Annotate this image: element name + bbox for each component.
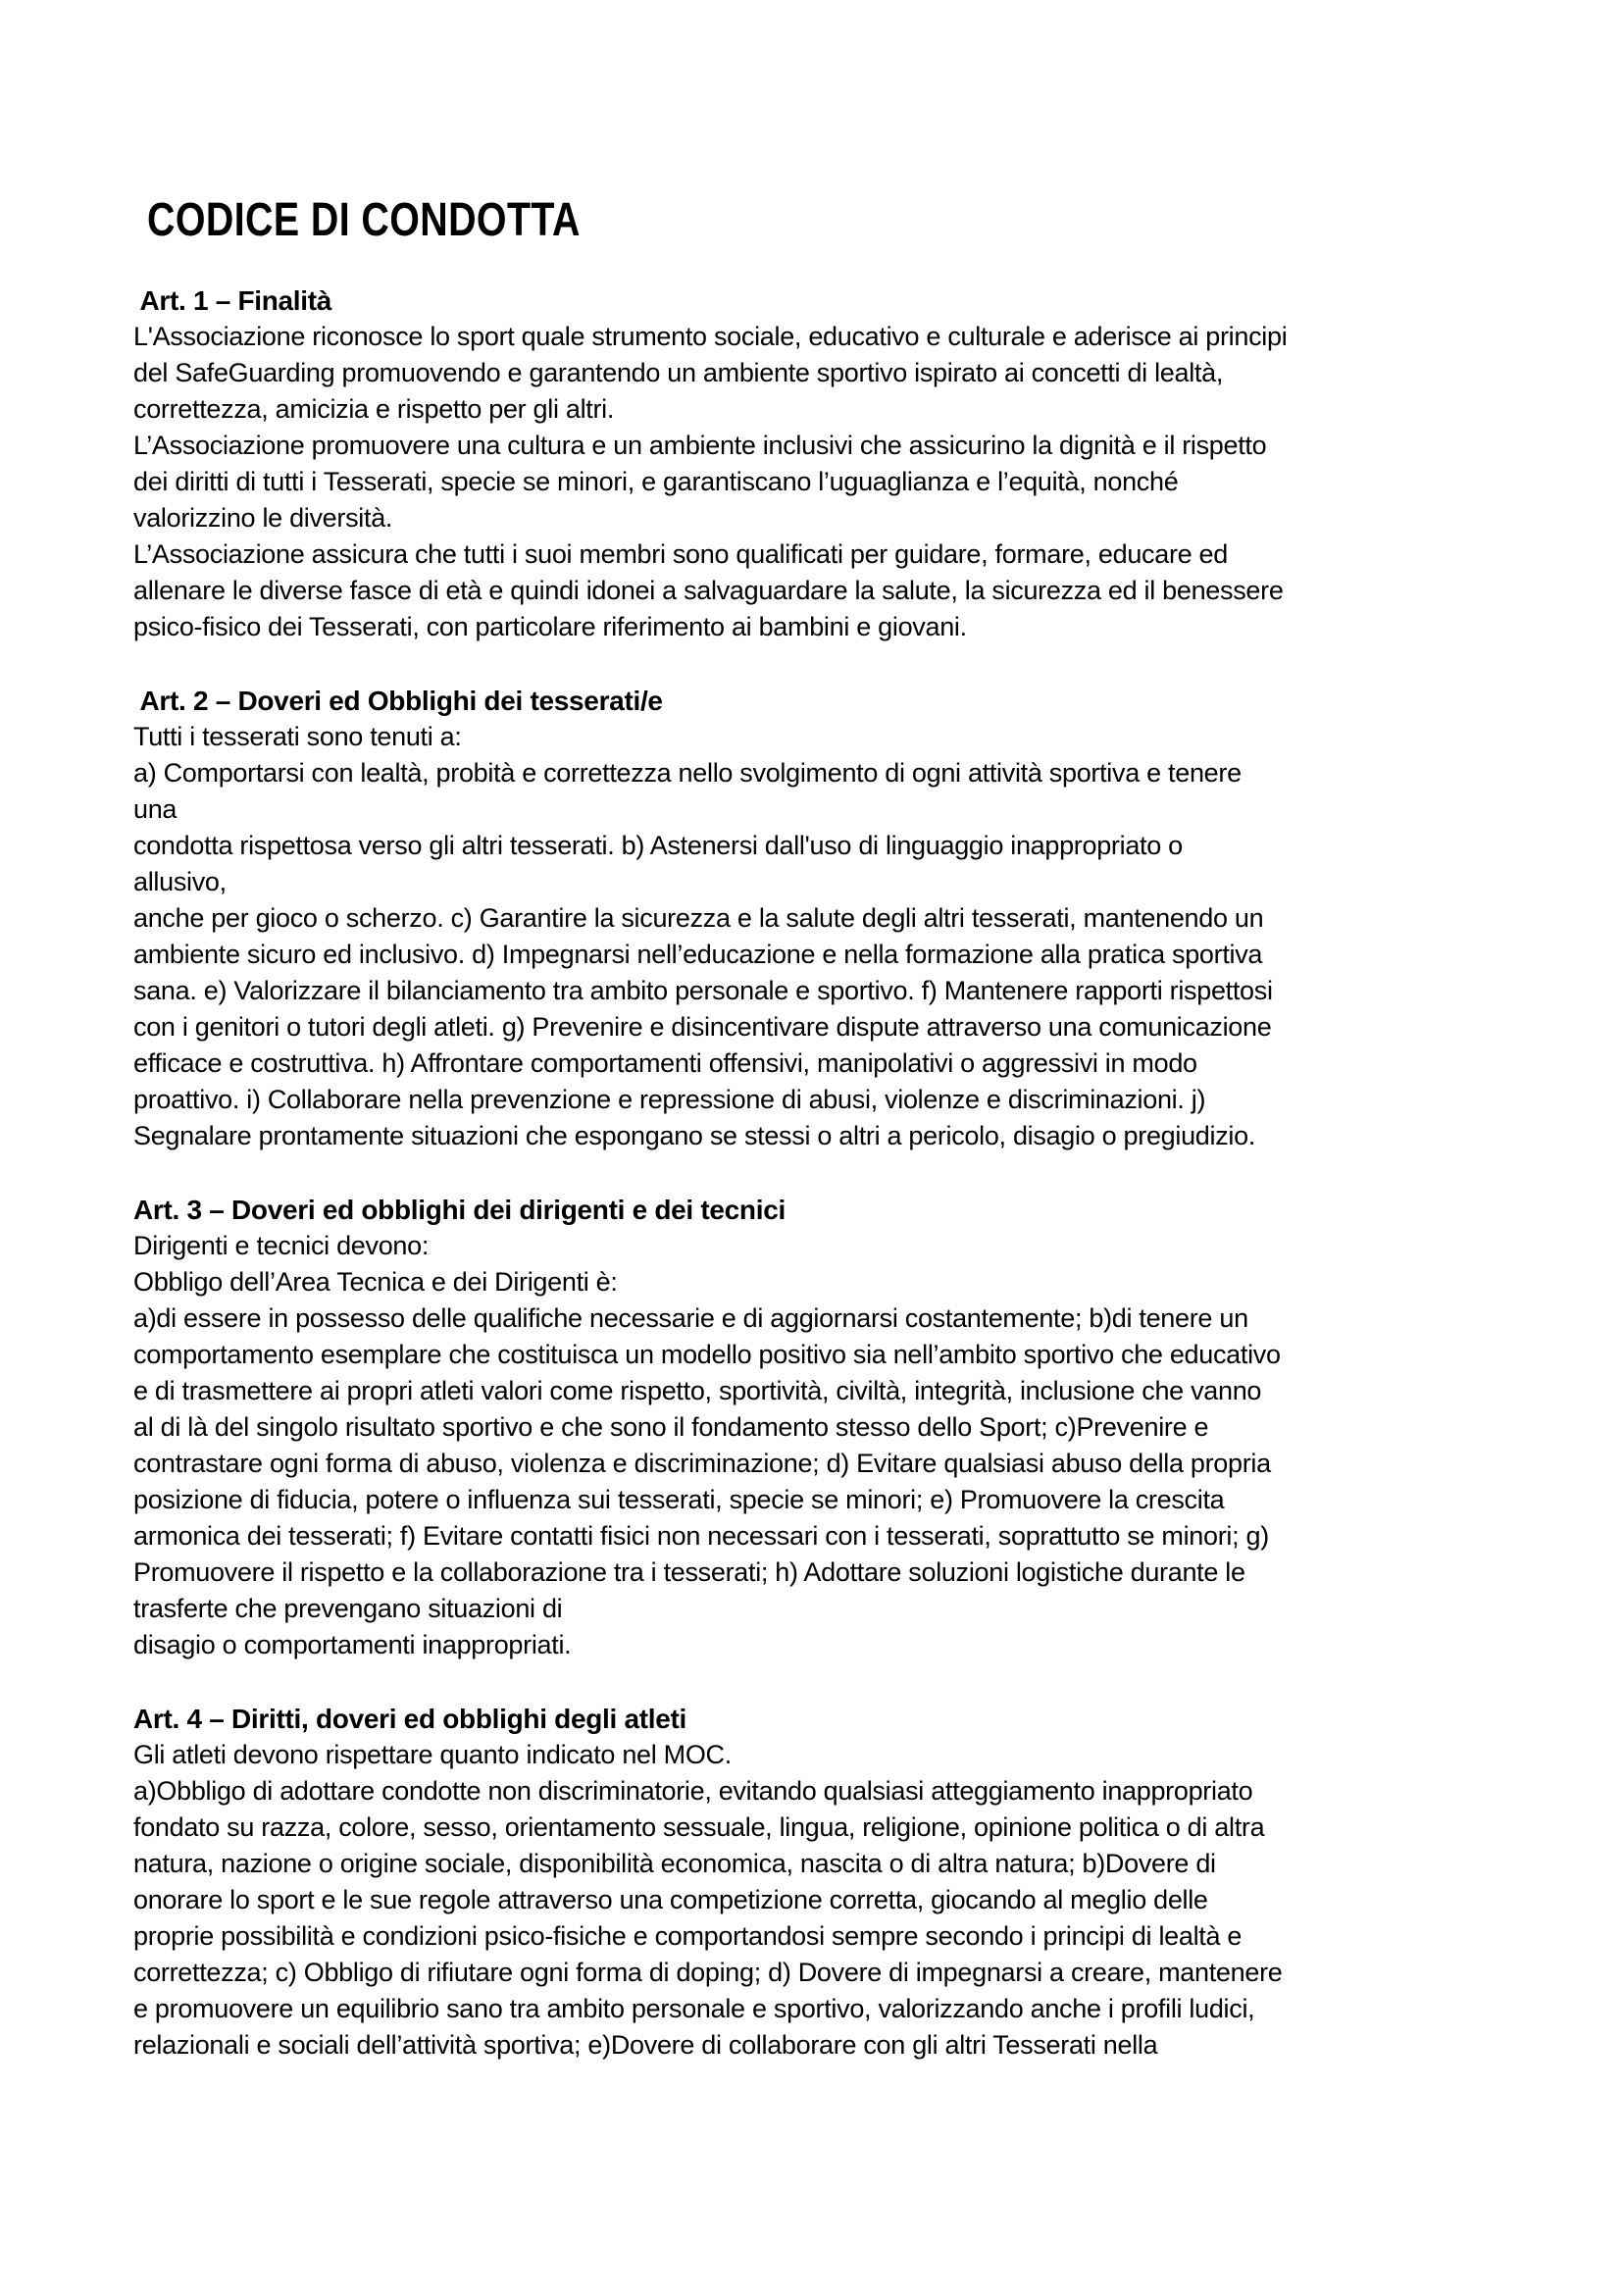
text-line: allenare le diverse fasce di età e quindi idonei a salvaguardare la salute, la sicurezza ed il benessere <box>133 576 1284 605</box>
text-line: a) Comportarsi con lealtà, probità e correttezza nello svolgimento di ogni attività sportiva e tenere <box>133 758 1242 788</box>
text-line: Dirigenti e tecnici devono: <box>133 1231 430 1260</box>
text-line: al di là del singolo risultato sportivo e che sono il fondamento stesso dello Sport; c)Prevenire e <box>133 1412 1209 1442</box>
text-line: Obbligo dell’Area Tecnica e dei Dirigenti è: <box>133 1267 618 1297</box>
text-line: L’Associazione promuovere una cultura e un ambiente inclusivi che assicurino la dignità e il rispetto <box>133 431 1267 460</box>
text-line: fondato su razza, colore, sesso, orientamento sessuale, lingua, religione, opinione politica o di altra <box>133 1812 1265 1842</box>
section-heading: Art. 2 – Doveri ed Obblighi dei tesserati/e <box>133 686 663 716</box>
text-line: dei diritti di tutti i Tesserati, specie se minori, e garantiscano l’uguaglianza e l’equità, nonché <box>133 467 1179 496</box>
text-line: valorizzino le diversità. <box>133 503 393 533</box>
text-line: e di trasmettere ai propri atleti valori come rispetto, sportività, civiltà, integrità, inclusione che vanno <box>133 1376 1262 1405</box>
document-section <box>133 1192 1536 1663</box>
text-line: Tutti i tesserati sono tenuti a: <box>133 722 462 751</box>
text-line: proattivo. i) Collaborare nella prevenzione e repressione di abusi, violenze e discriminazioni. j) <box>133 1085 1206 1114</box>
text-line: relazionali e sociali dell’attività sportiva; e)Dovere di collaborare con gli altri Tesserati nella <box>133 2030 1158 2060</box>
text-line: del SafeGuarding promuovendo e garantendo un ambiente sportivo ispirato ai concetti di lealtà, <box>133 358 1224 387</box>
text-line: correttezza, amicizia e rispetto per gli altri. <box>133 394 615 424</box>
text-line: a)di essere in possesso delle qualifiche necessarie e di aggiornarsi costantemente; b)di tenere un <box>133 1303 1248 1333</box>
text-line: con i genitori o tutori degli atleti. g) Prevenire e disincentivare dispute attraverso una comunicazione <box>133 1012 1272 1042</box>
text-line: allusivo, <box>133 867 227 896</box>
text-line: psico-fisico dei Tesserati, con particolare riferimento ai bambini e giovani. <box>133 612 967 641</box>
text-line: comportamento esemplare che costituisca un modello positivo sia nell’ambito sportivo che educativo <box>133 1340 1281 1369</box>
section-heading: Art. 3 – Doveri ed obblighi dei dirigenti e dei tecnici <box>133 1195 786 1225</box>
text-line: natura, nazione o origine sociale, disponibilità economica, nascita o di altra natura; b)Dovere di <box>133 1849 1216 1878</box>
text-line: contrastare ogni forma di abuso, violenza e discriminazione; d) Evitare qualsiasi abuso della propria <box>133 1449 1271 1478</box>
text-line: Segnalare prontamente situazioni che espongano se stessi o altri a pericolo, disagio o pregiudizio. <box>133 1121 1256 1150</box>
text-line: posizione di fiducia, potere o influenza sui tesserati, specie se minori; e) Promuovere la crescita <box>133 1485 1225 1514</box>
text-line: Gli atleti devono rispettare quanto indicato nel MOC. <box>133 1740 732 1769</box>
section-heading: Art. 4 – Diritti, doveri ed obblighi degli atleti <box>133 1704 687 1734</box>
text-line: sana. e) Valorizzare il bilanciamento tra ambito personale e sportivo. f) Mantenere rapporti rispettosi <box>133 976 1273 1005</box>
text-line: e promuovere un equilibrio sano tra ambito personale e sportivo, valorizzando anche i profili ludici, <box>133 1994 1255 2023</box>
text-line: a)Obbligo di adottare condotte non discriminatorie, evitando qualsiasi atteggiamento inappropriato <box>133 1776 1253 1806</box>
document-section <box>133 1701 1536 2064</box>
text-line: L'Associazione riconosce lo sport quale strumento sociale, educativo e culturale e aderisce ai principi <box>133 322 1288 351</box>
text-line: una <box>133 794 178 824</box>
text-line: disagio o comportamenti inappropriati. <box>133 1630 572 1659</box>
text-line: anche per gioco o scherzo. c) Garantire la sicurezza e la salute degli altri tesserati, mantenendo un <box>133 903 1264 933</box>
text-line: armonica dei tesserati; f) Evitare contatti fisici non necessari con i tesserati, soprattutto se minori; g) <box>133 1521 1269 1551</box>
text-line: onorare lo sport e le sue regole attraverso una competizione corretta, giocando al meglio delle <box>133 1885 1208 1914</box>
text-line: L’Associazione assicura che tutti i suoi membri sono qualificati per guidare, formare, educare ed <box>133 539 1228 569</box>
text-line: correttezza; c) Obbligo di rifiutare ogni forma di doping; d) Dovere di impegnarsi a creare, mantenere <box>133 1958 1283 1987</box>
document-section <box>133 282 1536 645</box>
page-title: CODICE DI CONDOTTA <box>147 194 581 246</box>
section-heading: Art. 1 – Finalità <box>133 285 332 316</box>
text-line: proprie possibilità e condizioni psico-fisiche e comportandosi sempre secondo i principi di lealtà e <box>133 1921 1243 1951</box>
document-section <box>133 683 1536 1154</box>
sections-container <box>133 282 1536 2064</box>
text-line: ambiente sicuro ed inclusivo. d) Impegnarsi nell’educazione e nella formazione alla pratica sportiva <box>133 940 1263 969</box>
text-line: trasferte che prevengano situazioni di <box>133 1594 563 1623</box>
text-line: Promuovere il rispetto e la collaborazione tra i tesserati; h) Adottare soluzioni logistiche durante le <box>133 1557 1245 1587</box>
text-line: condotta rispettosa verso gli altri tesserati. b) Astenersi dall'uso di linguaggio inappropriato o <box>133 831 1183 860</box>
text-line: efficace e costruttiva. h) Affrontare comportamenti offensivi, manipolativi o aggressivi in modo <box>133 1048 1197 1078</box>
